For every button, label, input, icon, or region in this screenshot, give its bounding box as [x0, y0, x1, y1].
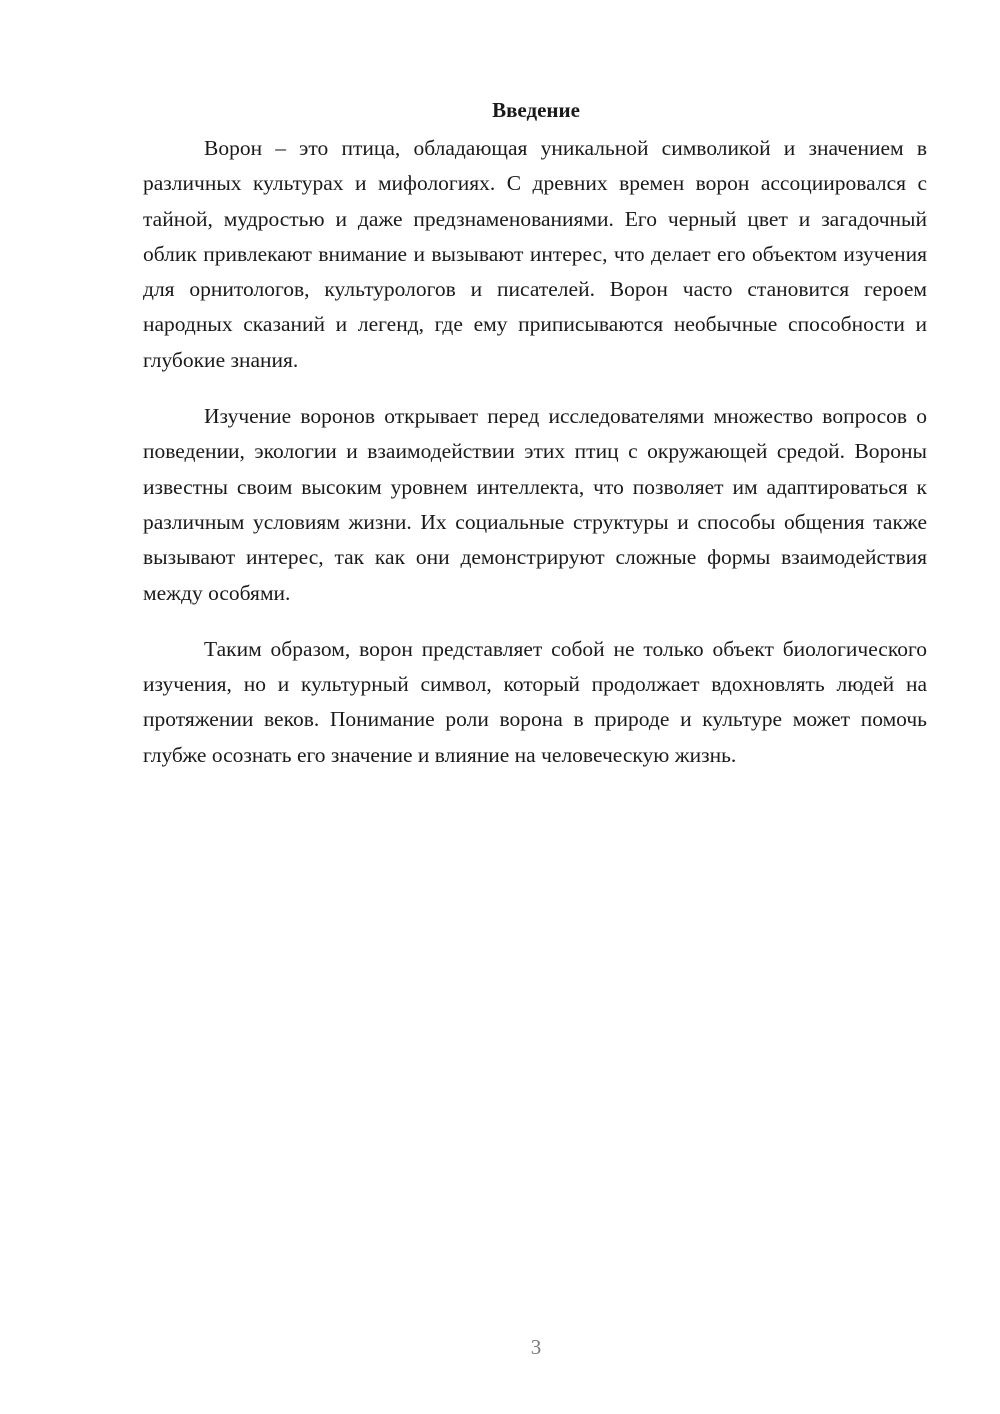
- paragraph-2: Изучение воронов открывает перед исследователями множество вопросов о поведении, экологии и взаимодействии этих птиц с окружающей средой. Вороны известны своим высоким уровнем интеллекта, что позволяет им адаптироваться к различным условиям жизни. Их социальные структуры и способы общения также вызывают интерес, так как они демонстрируют сложные формы взаимодействия между особями.: [143, 404, 927, 605]
- page-body: [143, 92, 927, 794]
- page-number: 3: [530, 1335, 542, 1359]
- paragraph-1: Ворон – это птица, обладающая уникальной символикой и значением в различных культурах и мифологиях. С древних времен ворон ассоциировался с тайной, мудростью и даже предзнаменованиями. Его черный цвет и загадочный облик привлекают внимание и вызывают интерес, что делает его объектом изучения для орнитологов, культурологов и писателей. Ворон часто становится героем народных сказаний и легенд, где ему приписываются необычные способности и глубокие знания.: [143, 136, 927, 372]
- section-heading: Введение: [492, 98, 580, 122]
- paragraph-3: Таким образом, ворон представляет собой не только объект биологического изучения, но и культурный символ, который продолжает вдохновлять людей на протяжении веков. Понимание роли ворона в природе и культуре может помочь глубже осознать его значение и влияние на человеческую жизнь.: [143, 636, 927, 767]
